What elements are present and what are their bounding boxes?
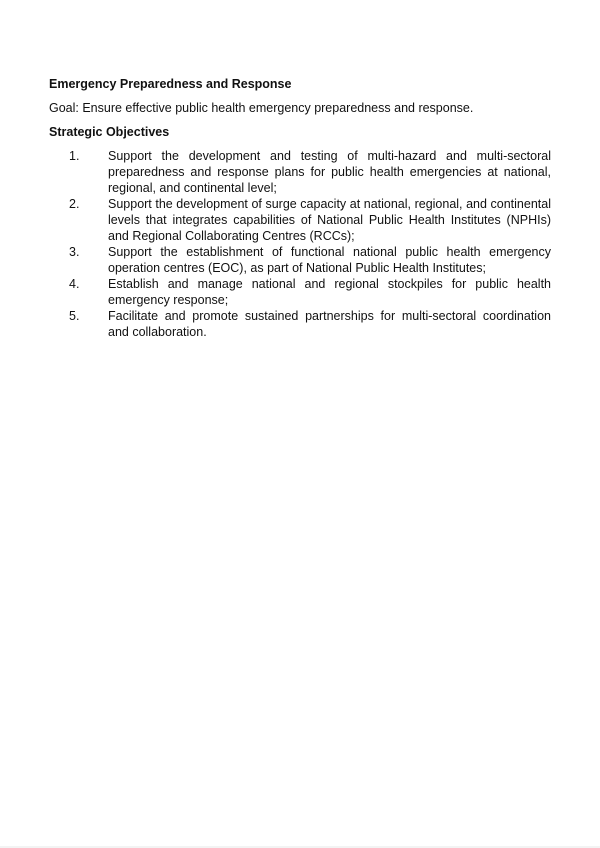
objective-number: 1. (69, 149, 80, 163)
objective-text: Establish and manage national and regional stockpiles for public health emergency response; (108, 277, 551, 307)
objective-text: Support the development of surge capacity at national, regional, and continental levels that integrates capabilities of National Public Health Institutes (NPHIs) and Regional Collaborating Centres (RCCs); (108, 197, 551, 243)
objective-number: 3. (69, 245, 80, 259)
objective-item-2 (49, 196, 551, 244)
objective-item-1 (49, 148, 551, 196)
objective-number: 2. (69, 197, 80, 211)
objective-text: Facilitate and promote sustained partnerships for multi-sectoral coordination and collaboration. (108, 309, 551, 339)
strategic-objectives-title: Strategic Objectives (49, 125, 170, 139)
objective-text: Support the establishment of functional national public health emergency operation centres (EOC), as part of National Public Health Institutes; (108, 245, 551, 275)
objective-item-5 (49, 308, 551, 340)
objective-text: Support the development and testing of multi-hazard and multi-sectoral preparedness and response plans for public health emergencies at national, regional, and continental level; (108, 149, 551, 195)
strategic-objectives-list (49, 148, 551, 340)
goal-statement: Goal: Ensure effective public health emergency preparedness and response. (49, 101, 474, 115)
objective-item-4 (49, 276, 551, 308)
document-content (49, 76, 551, 340)
section-title: Emergency Preparedness and Response (49, 77, 292, 91)
objective-number: 4. (69, 277, 80, 291)
objective-item-3 (49, 244, 551, 276)
objective-number: 5. (69, 309, 80, 323)
